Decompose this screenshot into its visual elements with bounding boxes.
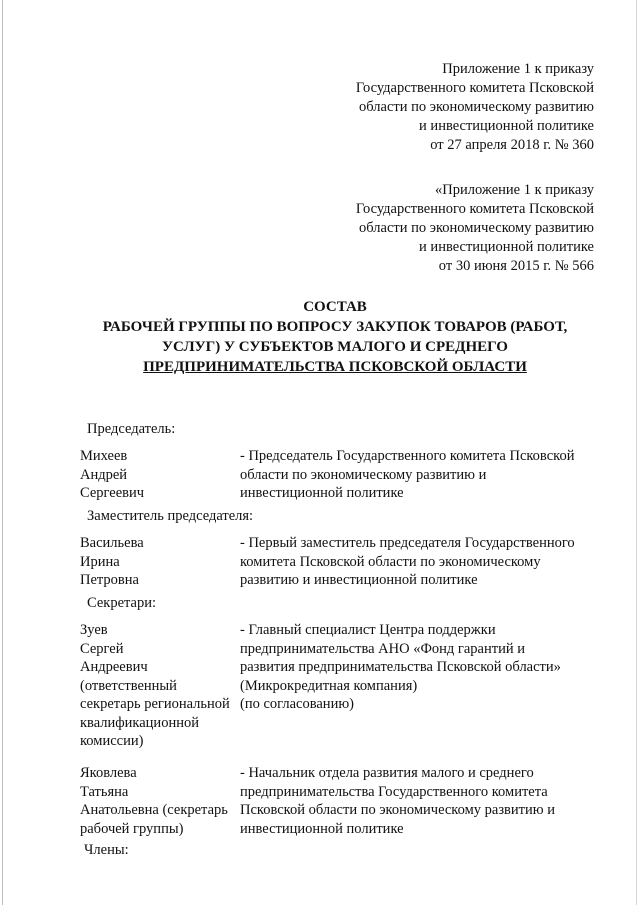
title-line: УСЛУГ) У СУБЪЕКТОВ МАЛОГО И СРЕДНЕГО: [162, 339, 508, 355]
appendix-line: «Приложение 1 к приказу: [435, 182, 594, 198]
deputy-label: Заместитель председателя:: [87, 508, 254, 524]
name-line: Андреевич: [80, 659, 148, 675]
appendix-date-line: от 30 июня 2015 г. № 566: [438, 258, 594, 274]
name-line: комиссии): [80, 733, 144, 749]
name-line: квалификационной: [80, 714, 199, 731]
name-line: Сергеевич: [80, 485, 145, 501]
role-line: Псковской области по экономическому развитию и: [240, 802, 555, 818]
member-name: [80, 621, 242, 751]
name-line: секретарь региональной: [80, 696, 230, 712]
appendix-previous-header: [356, 181, 594, 276]
appendix-line: области по экономическому развитию: [359, 220, 594, 236]
title-line: СОСТАВ: [303, 299, 367, 315]
appendix-line: и инвестиционной политике: [419, 118, 594, 134]
name-line: Васильева: [80, 535, 144, 551]
role-line: области по экономическому развитию и: [240, 466, 487, 483]
name-line: (ответственный: [80, 677, 177, 694]
member-name: [80, 447, 242, 503]
role-line: развитию и инвестиционной политике: [240, 572, 478, 588]
appendix-date-line: от 27 апреля 2018 г. № 360: [430, 137, 594, 153]
member-role: [240, 764, 610, 838]
appendix-line: Государственного комитета Псковской: [355, 201, 594, 217]
chairman-label: Председатель:: [87, 421, 176, 437]
member-name: [80, 534, 242, 590]
role-line: комитета Псковской области по экономическому: [240, 553, 541, 570]
member-role: [240, 621, 610, 714]
member-role: [240, 447, 610, 503]
member-name: [80, 764, 242, 838]
name-line: Татьяна: [80, 783, 129, 800]
name-line: Ирина: [80, 553, 120, 570]
member-role: [240, 534, 610, 590]
appendix-line: и инвестиционной политике: [419, 239, 594, 255]
name-line: Андрей: [80, 466, 128, 483]
role-line: (Микрокредитная компания): [240, 677, 418, 694]
appendix-line: Государственного комитета Псковской: [355, 80, 594, 96]
role-line: - Первый заместитель председателя Государственного: [240, 535, 575, 551]
appendix-current-header: [356, 60, 594, 155]
name-line: рабочей группы): [80, 820, 184, 837]
name-line: Зуев: [80, 622, 108, 638]
name-line: Анатольевна (секретарь: [80, 802, 228, 818]
scan-edge-right: [636, 0, 637, 905]
role-line: - Главный специалист Центра поддержки: [240, 622, 496, 638]
name-line: Сергей: [80, 640, 124, 657]
role-line: предпринимательства Государственного комитета: [240, 783, 548, 800]
title-line: ПРЕДПРИНИМАТЕЛЬСТВА ПСКОВСКОЙ ОБЛАСТИ: [143, 359, 527, 375]
name-line: Михеев: [80, 448, 128, 464]
role-line: инвестиционной политике: [240, 485, 404, 501]
role-line: инвестиционной политике: [240, 820, 404, 837]
secretaries-label: Секретари:: [87, 595, 157, 611]
role-line: предпринимательства АНО «Фонд гарантий и: [240, 640, 525, 657]
name-line: Петровна: [80, 572, 139, 588]
role-line: (по согласованию): [240, 696, 354, 712]
role-line: - Председатель Государственного комитета Псковской: [240, 448, 575, 464]
name-line: Яковлева: [80, 765, 137, 781]
scan-edge-left: [2, 0, 3, 905]
title-line: РАБОЧЕЙ ГРУППЫ ПО ВОПРОСУ ЗАКУПОК ТОВАРОВ (РАБОТ,: [102, 319, 568, 335]
role-line: развития предпринимательства Псковской области»: [240, 659, 561, 675]
document-title: [60, 297, 610, 377]
members-label: Члены:: [84, 842, 129, 858]
appendix-line: Приложение 1 к приказу: [442, 61, 594, 77]
role-line: - Начальник отдела развития малого и среднего: [240, 765, 534, 781]
appendix-line: области по экономическому развитию: [359, 99, 594, 115]
